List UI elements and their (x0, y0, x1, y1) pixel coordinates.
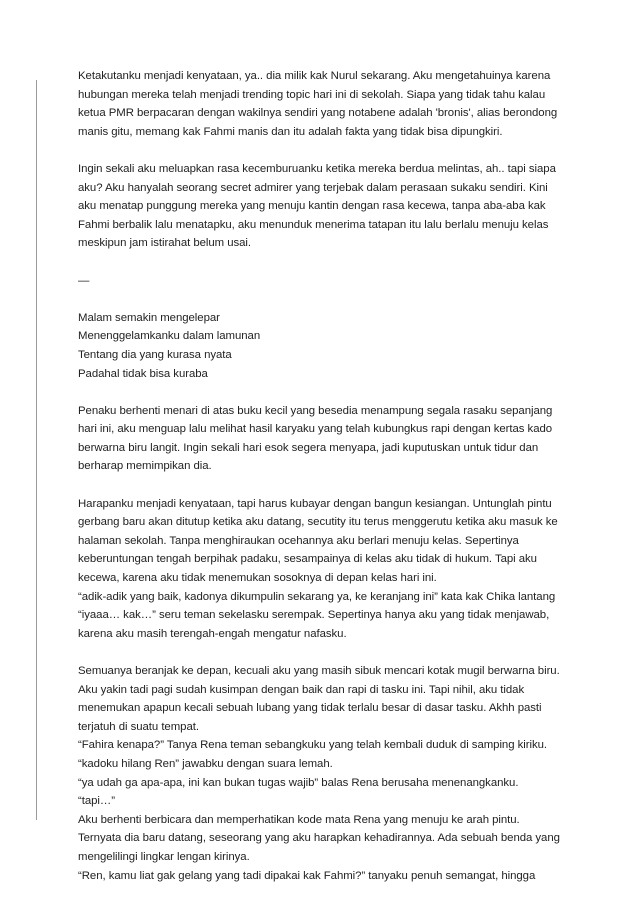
text-line: Fahmi berbalik lalu menatapku, aku menunduk menerima tatapan itu lalu berlalu menuju kelas (78, 218, 549, 231)
text-line: meskipun jam istirahat belum usai. (78, 237, 252, 250)
text-line: aku menatap punggung mereka yang menuju kantin dengan rasa kecewa, tanpa aba-aba kak (78, 200, 546, 213)
text-line: “tapi…” (78, 795, 115, 808)
paragraph (78, 272, 578, 291)
text-line: hari ini, aku menguap lalu melihat hasil karyaku yang telah kubungkus rapi dengan kertas kado (78, 423, 553, 436)
text-line: manis gitu, memang kak Fahmi manis dan itu adalah fakta yang tidak bisa dipungkiri. (78, 125, 503, 138)
text-line: “adik-adik yang baik, kadonya dikumpulin sekarang ya, ke keranjang ini” kata kak Chika lantang (78, 590, 556, 603)
text-line: Harapanku menjadi kenyataan, tapi harus kubayar dengan bangun kesiangan. Untunglah pintu (78, 497, 552, 510)
document-body (78, 67, 578, 904)
text-line: ketua PMR berpacaran dengan wakilnya sendiri yang notabene adalah 'bronis', alias berondong (78, 107, 558, 120)
text-line: “ya udah ga apa-apa, ini kan bukan tugas wajib” balas Rena berusaha menenangkanku. (78, 776, 519, 789)
text-line: Ketakutanku menjadi kenyataan, ya.. dia milik kak Nurul sekarang. Aku mengetahuinya karena (78, 70, 551, 82)
text-line: mengelilingi lingkar lengan kirinya. (78, 850, 250, 863)
text-line: hubungan mereka telah menjadi trending topic hari ini di sekolah. Siapa yang tidak tahu kalau (78, 88, 546, 101)
text-line: menemukan apapun kecali sebuah lubang yang tidak terlalu besar di dasar tasku. Akhh pasti (78, 702, 542, 715)
text-line: berharap memimpikan dia. (78, 460, 212, 473)
paragraph (78, 402, 578, 476)
paragraph (78, 67, 578, 141)
text-line: Aku berhenti berbicara dan memperhatikan kode mata Rena yang menuju ke arah pintu. (78, 813, 520, 826)
text-line: Penaku berhenti menari di atas buku kecil yang besedia menampung segala rasaku sepanjang (78, 404, 553, 417)
text-line: Semuanya beranjak ke depan, kecuali aku yang masih sibuk mencari kotak mugil berwarna biru. (78, 665, 560, 677)
text-line: Ingin sekali aku meluapkan rasa kecemburuanku ketika mereka berdua melintas, ah.. tapi siapa (78, 162, 556, 175)
text-line: keberuntungan tengah berpihak padaku, sesampainya di kelas aku tidak di hukum. Tapi aku (78, 553, 537, 566)
paragraph (78, 495, 578, 644)
text-line: Ternyata dia baru datang, seseorang yang aku harapkan kehadirannya. Ada sebuah benda yang (78, 832, 560, 845)
text-line: terjatuh di suatu tempat. (78, 720, 199, 733)
margin-rule (36, 80, 37, 820)
text-line: aku? Aku hanyalah seorang secret admirer yang terjebak dalam perasaan sukaku sendiri. Kini (78, 181, 548, 194)
text-line: Aku yakin tadi pagi sudah kusimpan dengan baik dan rapi di tasku ini. Tapi nihil, aku tidak (78, 683, 525, 696)
text-line: berwarna biru langit. Ingin sekali hari esok segera menyapa, jadi kuputuskan untuk tidur dan (78, 441, 539, 454)
text-line: Menenggelamkanku dalam lamunan (78, 330, 261, 343)
text-line: “Ren, kamu liat gak gelang yang tadi dipakai kak Fahmi?” tanyaku penuh semangat, hingga (78, 869, 536, 882)
text-line: karena aku masih terengah-engah mengatur nafasku. (78, 627, 347, 640)
text-line: Malam semakin mengelepar (78, 311, 220, 324)
text-line: “iyaaa… kak…” seru teman sekelasku serempak. Sepertinya hanya aku yang tidak menjawab, (78, 609, 550, 622)
paragraph (78, 160, 578, 253)
text-line: gerbang baru akan ditutup ketika aku datang, secutity itu terus menggerutu ketika aku masuk ke (78, 516, 558, 529)
text-line: Padahal tidak bisa kuraba (78, 367, 208, 380)
text-line: “kadoku hilang Ren” jawabku dengan suara lemah. (78, 757, 333, 770)
paragraph (78, 309, 578, 383)
text-line: kecewa, karena aku tidak menemukan sosoknya di depan kelas hari ini. (78, 572, 437, 585)
text-line: halaman sekolah. Tanpa menghiraukan ocehannya aku berlari menuju kelas. Sepertinya (78, 534, 519, 547)
text-line: Tentang dia yang kurasa nyata (78, 348, 232, 361)
text-line: “Fahira kenapa?” Tanya Rena teman sebangkuku yang telah kembali duduk di samping kiriku. (78, 739, 548, 752)
paragraph (78, 662, 578, 885)
text-line: — (78, 274, 90, 287)
